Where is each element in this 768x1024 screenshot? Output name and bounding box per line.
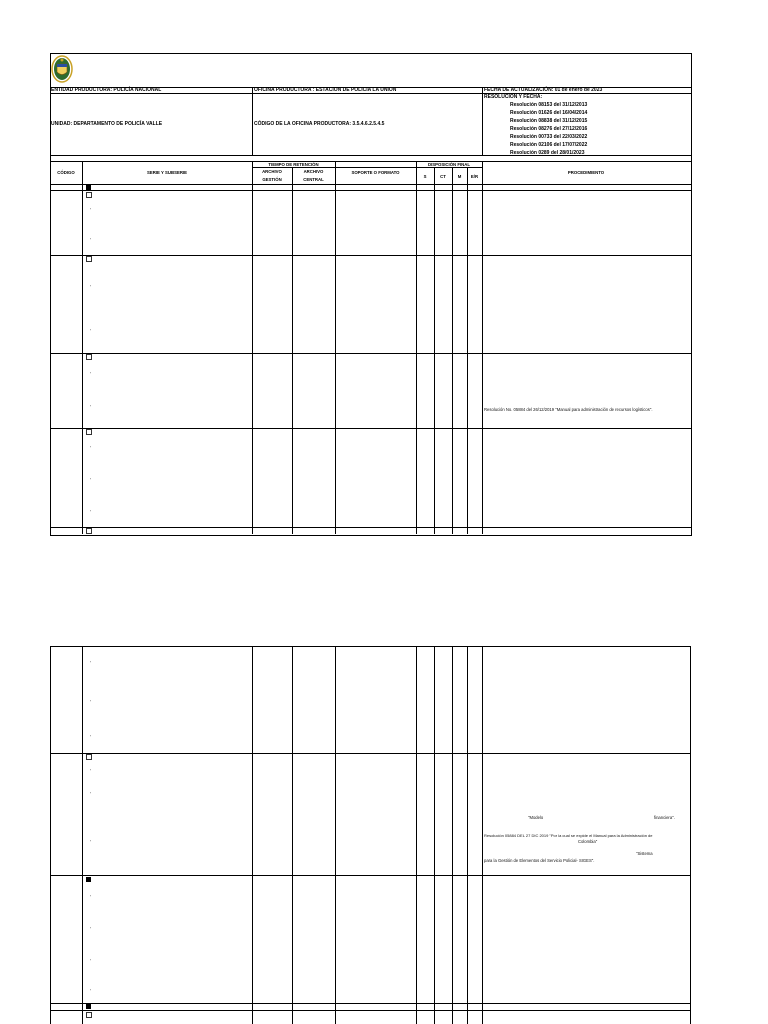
tick-mark-icon: ′ xyxy=(90,285,91,291)
col-soporte: SOPORTE O FORMATO xyxy=(351,170,400,175)
resolucion-5: Resolución 02106 del 17/07/2022 xyxy=(510,142,588,148)
tick-mark-icon: ′ xyxy=(90,895,91,901)
tick-mark-icon: ′ xyxy=(90,405,91,411)
procedimiento-resolucion: Resolución 05884 DEL 27 DIC 2019 "Por la cual se expide el Manual para la Administración de xyxy=(484,833,653,838)
col-tiempo: TIEMPO DE RETENCIÓN xyxy=(268,162,319,167)
col-ct: CT xyxy=(440,174,446,179)
tick-mark-icon: ′ xyxy=(90,959,91,965)
unidad: UNIDAD: DEPARTAMENTO DE POLICÍA VALLE xyxy=(51,121,163,127)
fecha-actualizacion: FECHA DE ACTUALIZACIÓN: 01 de enero de 2023 xyxy=(484,87,603,93)
tick-mark-icon: ′ xyxy=(90,989,91,995)
col-archivo-central-2: CENTRAL xyxy=(303,177,324,182)
checkbox-icon xyxy=(86,754,92,760)
procedimiento-modelo: "Modelo xyxy=(528,815,544,820)
tick-mark-icon: ′ xyxy=(90,769,91,775)
resolucion-1: Resolución 01626 del 16/04/2014 xyxy=(510,110,588,116)
tick-mark-icon: ′ xyxy=(90,735,91,741)
tick-mark-icon: ′ xyxy=(90,238,91,244)
tick-mark-icon: ′ xyxy=(90,329,91,335)
col-m: M xyxy=(457,174,462,179)
col-archivo-central-1: ARCHIVO xyxy=(303,169,324,174)
procedimiento-text: Resolución No. 05884 del 26/12/2019 "Manual para administración de recursos logísticos". xyxy=(484,407,653,412)
resolucion-6: Resolución 0289 del 28/01/2023 xyxy=(510,150,585,156)
tick-mark-icon: ′ xyxy=(90,446,91,452)
checkbox-icon xyxy=(86,429,92,435)
tick-mark-icon: ′ xyxy=(90,208,91,214)
checkbox-icon xyxy=(86,192,92,198)
procedimiento-sistema: "Sistema xyxy=(636,851,653,856)
entidad-productora: ENTIDAD PRODUCTORA: POLICÍA NACIONAL xyxy=(51,87,162,93)
tick-mark-icon: ′ xyxy=(90,927,91,933)
tick-mark-icon: ′ xyxy=(90,478,91,484)
resolucion-4: Resolución 00733 del 22/03/2022 xyxy=(510,134,588,140)
checkbox-icon xyxy=(86,528,92,534)
resolucion-title: RESOLUCIÓN Y FECHA: xyxy=(484,94,543,100)
col-archivo-gestion-2: GESTIÓN xyxy=(262,177,282,182)
resolucion-3: Resolución 08276 del 27/12/2016 xyxy=(510,126,588,132)
oficina-productora: OFICINA PRODUCTORA : ESTACION DE POLICIA LA UNION xyxy=(254,87,397,93)
checkbox-icon xyxy=(86,256,92,262)
col-archivo-gestion-1: ARCHIVO xyxy=(262,169,282,174)
police-crest-icon xyxy=(50,54,74,86)
col-codigo: CÓDIGO xyxy=(57,170,75,175)
tick-mark-icon: ′ xyxy=(90,661,91,667)
col-serie: SERIE Y SUBSERIE xyxy=(147,170,187,175)
resolucion-2: Resolución 08838 del 31/12/2015 xyxy=(510,118,588,124)
checkbox-icon xyxy=(86,1012,92,1018)
tick-mark-icon: ′ xyxy=(90,700,91,706)
col-er: E/R xyxy=(470,174,479,179)
col-disposicion: DISPOSICIÓN FINAL xyxy=(427,162,471,167)
col-s: S xyxy=(423,174,427,179)
filled-square-icon xyxy=(86,877,91,882)
procedimiento-financiera: financiera". xyxy=(654,815,675,820)
tick-mark-icon: ′ xyxy=(90,372,91,378)
tick-mark-icon: ′ xyxy=(90,840,91,846)
checkbox-icon xyxy=(86,354,92,360)
col-procedimiento: PROCEDIMIENTO xyxy=(567,170,605,175)
procedimiento-siges: para la Gestión de Elementos del Servicio Policial- SIGES". xyxy=(484,858,595,863)
tick-mark-icon: ′ xyxy=(90,510,91,516)
filled-square-icon xyxy=(86,1004,91,1009)
procedimiento-colombia: Colombia" xyxy=(578,839,598,844)
codigo-oficina: CÓDIGO DE LA OFICINA PRODUCTORA: 3.5.4.6.2.5.4.5 xyxy=(254,121,385,127)
tick-mark-icon: ′ xyxy=(90,792,91,798)
filled-square-icon xyxy=(86,185,91,190)
resolucion-0: Resolución 08153 del 31/12/2013 xyxy=(510,102,588,108)
